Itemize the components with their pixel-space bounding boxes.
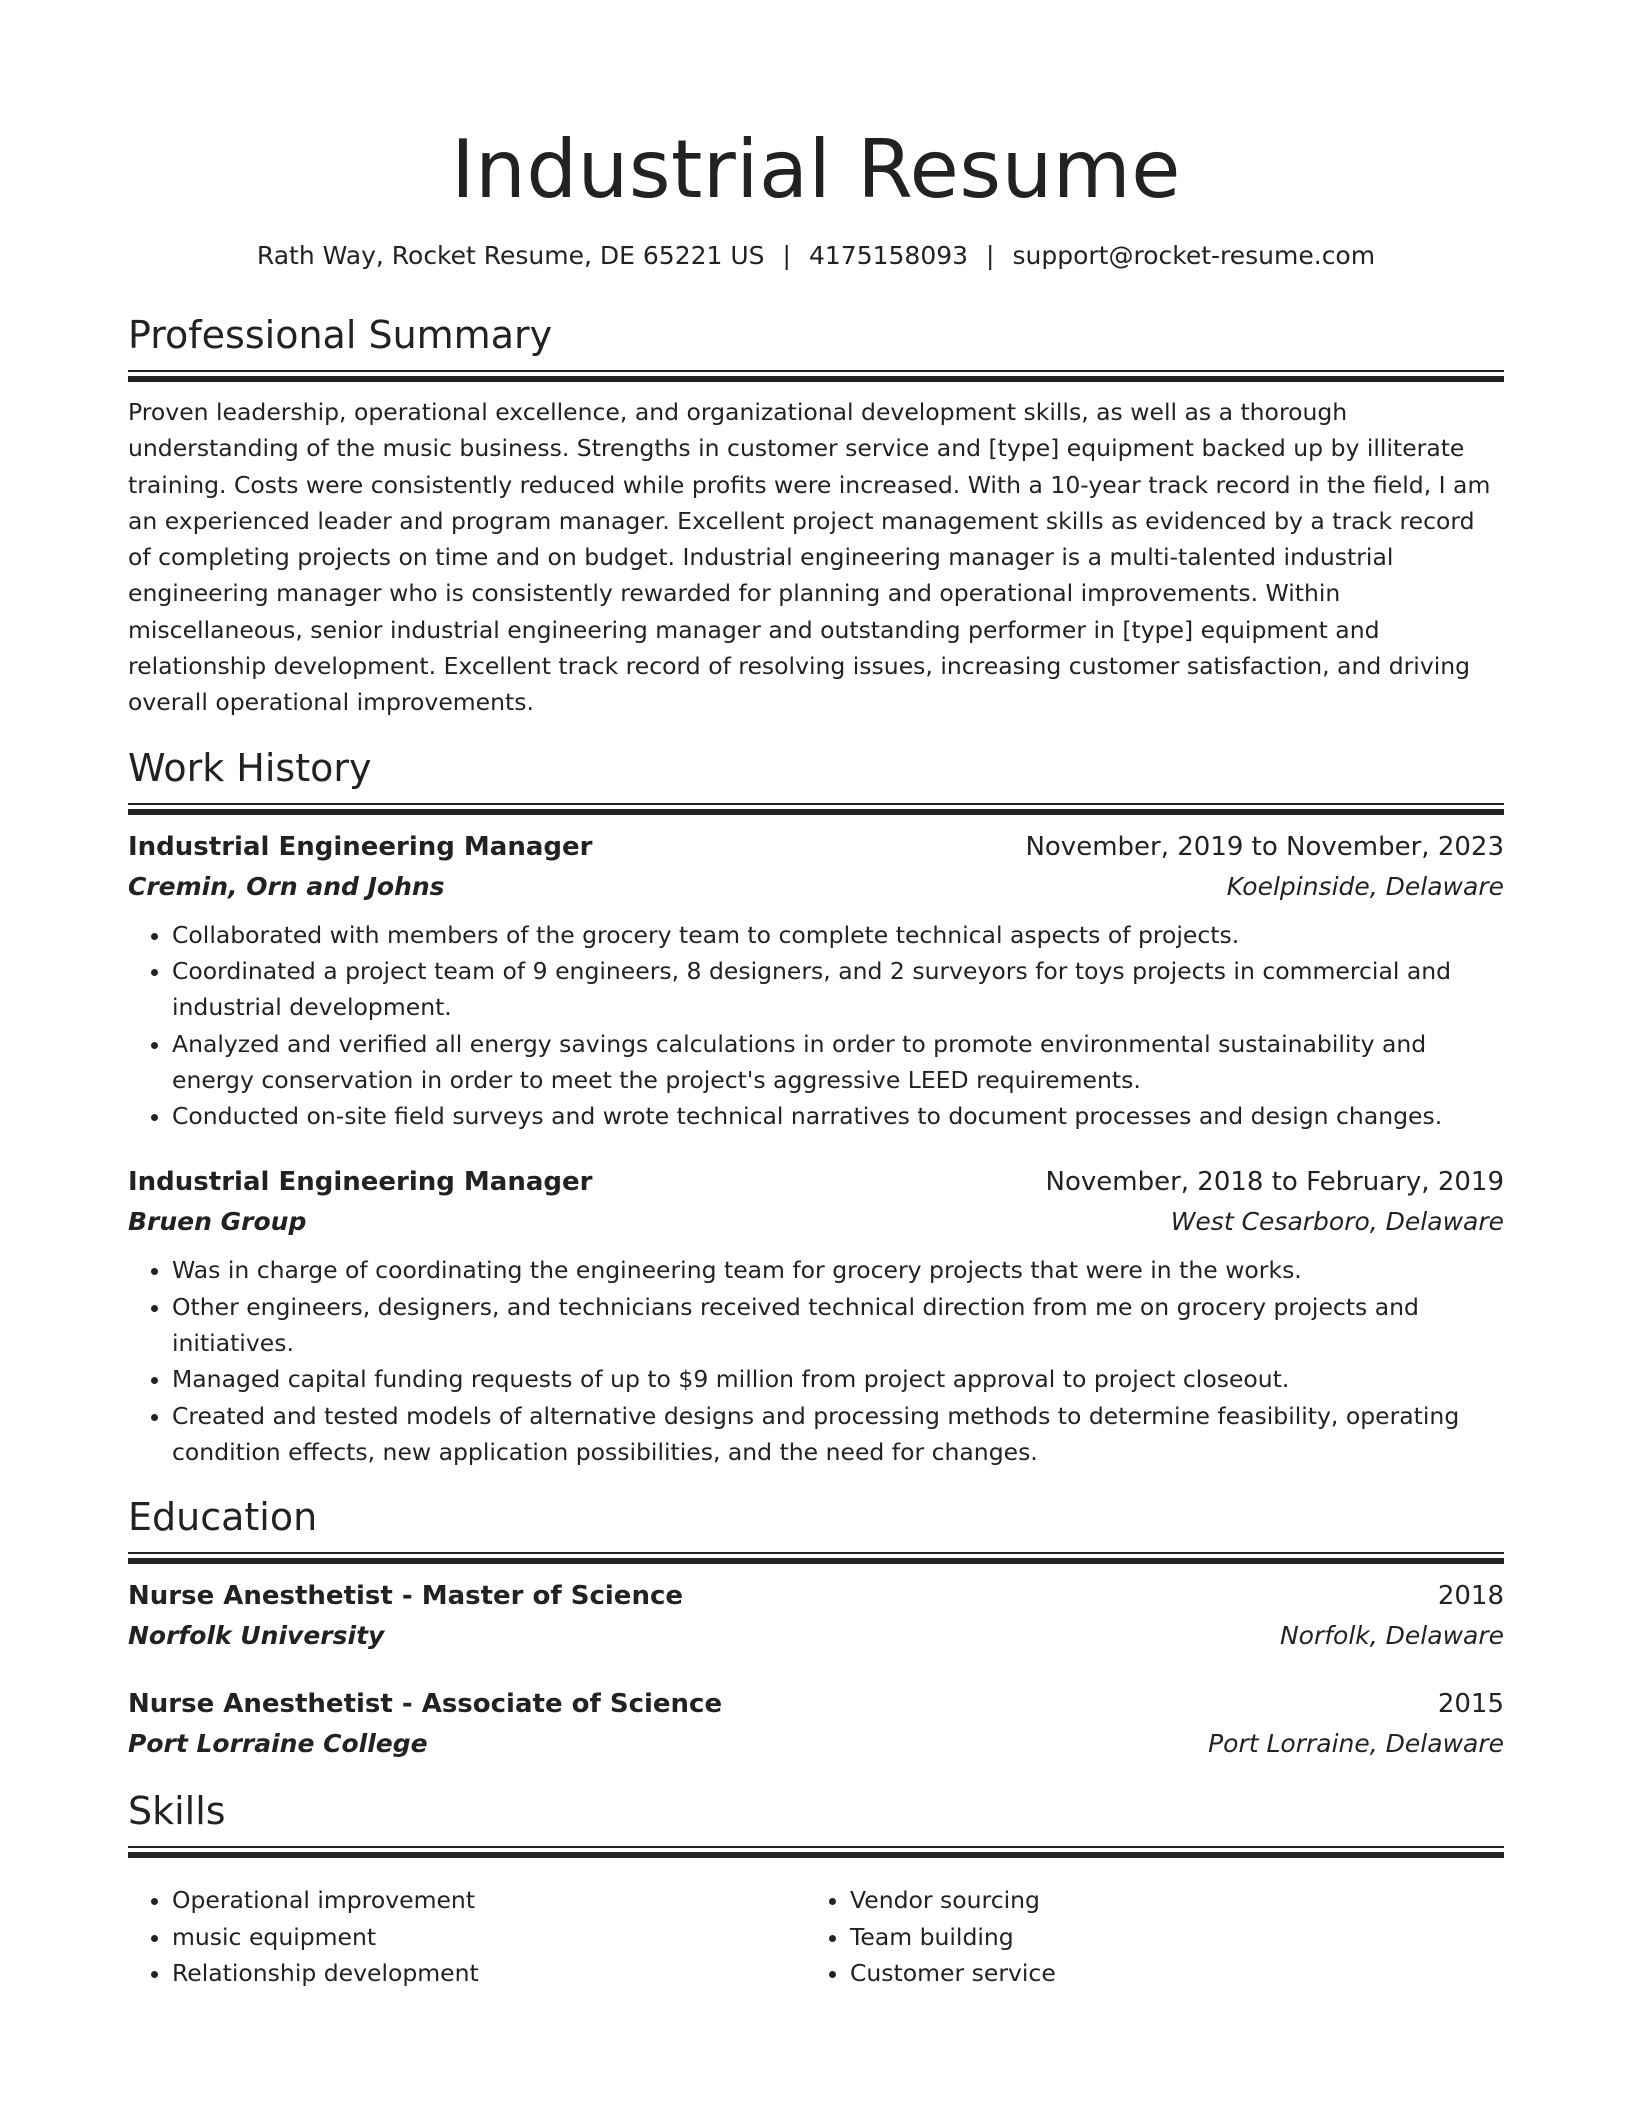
education-year: 2018 xyxy=(1437,1581,1504,1612)
education-entry xyxy=(128,1576,1504,1656)
skills-columns xyxy=(128,1870,1504,1991)
contact-separator: | xyxy=(986,241,995,270)
skill-item: • music equipment xyxy=(172,1919,806,1955)
job-company: Bruen Group xyxy=(128,1207,307,1237)
resume-title: Industrial Resume xyxy=(451,123,1181,216)
list-item: • Conducted on-site field surveys and wrote technical narratives to document processes and design changes. xyxy=(172,1098,1504,1134)
skill-item: • Team building xyxy=(850,1919,1484,1955)
education-year: 2015 xyxy=(1437,1689,1504,1720)
job-dates: November, 2019 to November, 2023 xyxy=(1025,831,1504,862)
education-section xyxy=(128,1492,1504,1764)
skills-list-left xyxy=(128,1882,806,1991)
job-position: Industrial Engineering Manager xyxy=(128,831,593,862)
section-divider xyxy=(128,803,1504,815)
job-dates: November, 2018 to February, 2019 xyxy=(1045,1167,1504,1198)
job-company: Cremin, Orn and Johns xyxy=(128,871,445,901)
section-divider xyxy=(128,370,1504,382)
list-item: • Managed capital funding requests of up to $9 million from project approval to project closeout. xyxy=(172,1361,1504,1397)
contact-separator: | xyxy=(782,241,791,270)
skills-heading: Skills xyxy=(128,1789,226,1834)
job-position: Industrial Engineering Manager xyxy=(128,1167,593,1198)
skills-list-right xyxy=(806,1882,1484,1991)
contact-phone: 4175158093 xyxy=(808,241,969,270)
summary-text: Proven leadership, operational excellence, and organizational development skills, as well as a thorough understanding of the music business. Strengths in customer service and [type] equipment backed up by illiterate training. Costs were consistently reduced while profits were increased. With a 10-year track record in the field, I am an experienced leader and program manager. Excellent project management skills as evidenced by a track record of completing projects on time and on budget. Industrial engineering manager is a multi-talented industrial engineering manager who is consistently rewarded for planning and operational improvements. Within miscellaneous, senior industrial engineering manager and outstanding performer in [type] equipment and relationship development. Excellent track record of resolving issues, increasing customer satisfaction, and driving overall operational improvements. xyxy=(128,398,1491,717)
list-item: • Analyzed and verified all energy savings calculations in order to promote environmental sustainability and energy conservation in order to meet the project's aggressive LEED requirements. xyxy=(172,1026,1504,1099)
summary-section xyxy=(128,310,1504,721)
job-entry xyxy=(128,827,1504,1135)
education-degree: Nurse Anesthetist - Master of Science xyxy=(128,1581,684,1612)
education-heading: Education xyxy=(128,1495,318,1540)
list-item: • Collaborated with members of the grocery team to complete technical aspects of projects. xyxy=(172,917,1504,953)
list-item: • Coordinated a project team of 9 engineers, 8 designers, and 2 surveyors for toys projects in commercial and industrial development. xyxy=(172,953,1504,1026)
job-location: Koelpinside, Delaware xyxy=(1226,871,1504,901)
education-school: Port Lorraine College xyxy=(128,1729,428,1759)
job-bullets xyxy=(128,1252,1504,1470)
section-divider xyxy=(128,1846,1504,1858)
skill-item: • Relationship development xyxy=(172,1955,806,1991)
list-item: • Was in charge of coordinating the engineering team for grocery projects that were in the works. xyxy=(172,1252,1504,1288)
contact-email: support@rocket-resume.com xyxy=(1012,241,1376,270)
education-location: Port Lorraine, Delaware xyxy=(1208,1729,1504,1759)
skill-item: • Vendor sourcing xyxy=(850,1882,1484,1918)
section-divider xyxy=(128,1552,1504,1564)
skills-section xyxy=(128,1786,1504,1991)
education-entry xyxy=(128,1684,1504,1764)
work-history-heading: Work History xyxy=(128,745,372,790)
education-location: Norfolk, Delaware xyxy=(1279,1621,1504,1651)
contact-address: Rath Way, Rocket Resume, DE 65221 US xyxy=(256,241,765,270)
summary-heading: Professional Summary xyxy=(128,313,553,357)
skill-item: • Customer service xyxy=(850,1955,1484,1991)
education-degree: Nurse Anesthetist - Associate of Science xyxy=(128,1689,723,1720)
skill-item: • Operational improvement xyxy=(172,1882,806,1918)
education-school: Norfolk University xyxy=(128,1621,385,1651)
list-item: • Created and tested models of alternative designs and processing methods to determine feasibility, operating condition effects, new application possibilities, and the need for changes. xyxy=(172,1398,1504,1471)
work-history-section xyxy=(128,743,1504,1471)
job-location: West Cesarboro, Delaware xyxy=(1170,1207,1504,1237)
list-item: • Other engineers, designers, and technicians received technical direction from me on grocery projects and initiatives. xyxy=(172,1289,1504,1362)
contact-line xyxy=(128,238,1504,274)
job-bullets xyxy=(128,917,1504,1135)
job-entry xyxy=(128,1162,1504,1470)
